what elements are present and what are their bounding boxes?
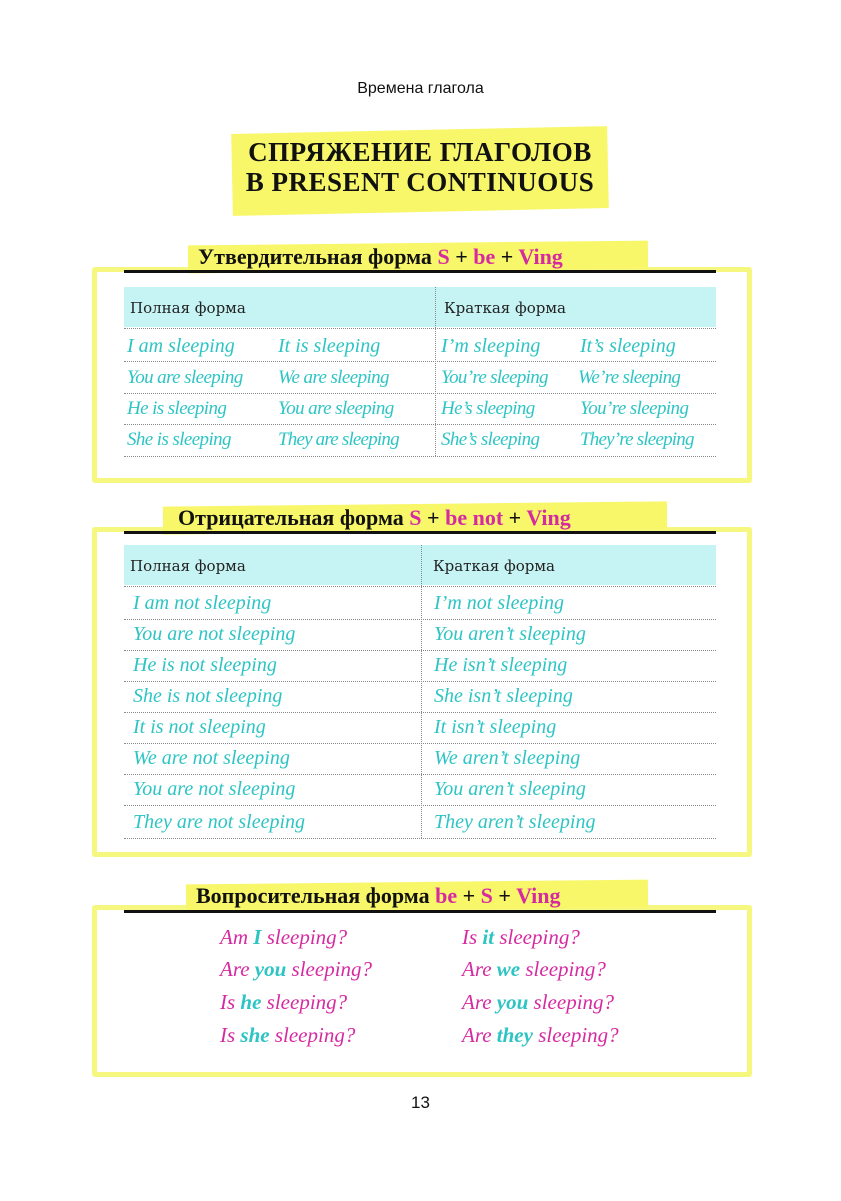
table-cell: I am not sleeping [133, 592, 272, 614]
formula-ving: Ving [518, 244, 563, 269]
interrogative-heading [196, 882, 561, 910]
table-cell: It’s sleeping [580, 335, 676, 357]
formula-ving: Ving [516, 883, 561, 908]
formula-plus: + [455, 244, 468, 269]
table-cell: I’m sleeping [441, 335, 541, 357]
interrogative-heading-text: Вопросительная форма [196, 883, 430, 908]
full-form-label: Полная форма [130, 557, 246, 575]
formula-plus: + [462, 883, 476, 908]
table-cell: She is sleeping [127, 429, 231, 450]
formula-plus: + [427, 505, 440, 530]
negative-heading [178, 504, 571, 532]
table-cell: You are sleeping [127, 367, 243, 388]
table-row-divider [124, 712, 716, 713]
short-form-label: Краткая форма [433, 557, 555, 575]
affirmative-heading-text: Утвердительная форма [198, 244, 432, 269]
question-item: Are we sleeping? [462, 957, 606, 981]
formula-s: S [480, 883, 493, 908]
table-cell: You aren’t sleeping [434, 623, 586, 645]
table-cell: You aren’t sleeping [434, 778, 586, 800]
table-cell: He isn’t sleeping [434, 654, 568, 676]
question-item: Is he sleeping? [220, 990, 348, 1014]
table-row-divider [124, 838, 716, 839]
table-cell: We are not sleeping [133, 747, 290, 769]
negative-rule [124, 531, 716, 534]
table-row-divider [124, 774, 716, 775]
table-cell: He is not sleeping [133, 654, 277, 676]
title-line-2: В PRESENT CONTINUOUS [245, 167, 595, 197]
affirmative-heading [198, 243, 563, 271]
table-cell: She’s sleeping [441, 429, 540, 450]
formula-s: S [437, 244, 450, 269]
negative-column-divider [421, 545, 422, 838]
table-row-divider [124, 424, 716, 425]
affirmative-rule [124, 270, 716, 273]
table-cell: You’re sleeping [580, 398, 689, 419]
negative-heading-text: Отрицательная форма [178, 505, 404, 530]
table-cell: He’s sleeping [441, 398, 535, 419]
table-cell: I am sleeping [127, 335, 235, 357]
table-cell: You’re sleeping [441, 367, 548, 388]
table-cell: It is not sleeping [133, 716, 266, 738]
table-row-divider [124, 328, 716, 329]
table-cell: She is not sleeping [133, 685, 283, 707]
short-form-label: Краткая форма [444, 299, 566, 317]
table-cell: It is sleeping [278, 335, 381, 357]
table-row-divider [124, 456, 716, 457]
table-cell: We’re sleeping [578, 367, 681, 388]
table-cell: They aren’t sleeping [434, 811, 596, 833]
question-item: Are you sleeping? [462, 990, 615, 1014]
formula-s: S [409, 505, 422, 530]
formula-plus: + [508, 505, 522, 530]
table-cell: We are sleeping [278, 367, 389, 388]
question-item: Am I sleeping? [220, 925, 348, 949]
page-number: 13 [411, 1093, 430, 1112]
interrogative-frame [92, 905, 752, 1077]
table-row-divider [124, 650, 716, 651]
table-row-divider [124, 681, 716, 682]
formula-be-not: be not [445, 505, 504, 530]
table-row-divider [124, 619, 716, 620]
table-cell: They’re sleeping [580, 429, 694, 450]
table-cell: We aren’t sleeping [434, 747, 581, 769]
table-cell: They are not sleeping [133, 811, 306, 833]
interrogative-rule [124, 910, 716, 913]
formula-plus: + [500, 244, 514, 269]
page-title [200, 137, 640, 197]
title-line-1: СПРЯЖЕНИЕ ГЛАГОЛОВ [248, 137, 592, 167]
table-row-divider [124, 361, 716, 362]
table-cell: I’m not sleeping [434, 592, 564, 614]
full-form-label: Полная форма [130, 299, 246, 317]
question-item: Is it sleeping? [462, 925, 580, 949]
running-head: Времена глагола [357, 80, 484, 97]
question-item: Are they sleeping? [462, 1023, 619, 1047]
table-cell: She isn’t sleeping [434, 685, 573, 707]
formula-ving: Ving [526, 505, 571, 530]
table-cell: He is sleeping [127, 398, 227, 419]
formula-be: be [435, 883, 458, 908]
table-row-divider [124, 586, 716, 587]
table-cell: You are sleeping [278, 398, 394, 419]
table-row-divider [124, 805, 716, 806]
table-row-divider [124, 393, 716, 394]
formula-be: be [473, 244, 496, 269]
table-cell: You are not sleeping [133, 778, 296, 800]
affirmative-column-divider [435, 287, 436, 456]
question-item: Are you sleeping? [220, 957, 373, 981]
table-row-divider [124, 743, 716, 744]
formula-plus: + [498, 883, 511, 908]
table-cell: They are sleeping [278, 429, 399, 450]
question-item: Is she sleeping? [220, 1023, 356, 1047]
table-cell: It isn’t sleeping [434, 716, 557, 738]
table-cell: You are not sleeping [133, 623, 296, 645]
